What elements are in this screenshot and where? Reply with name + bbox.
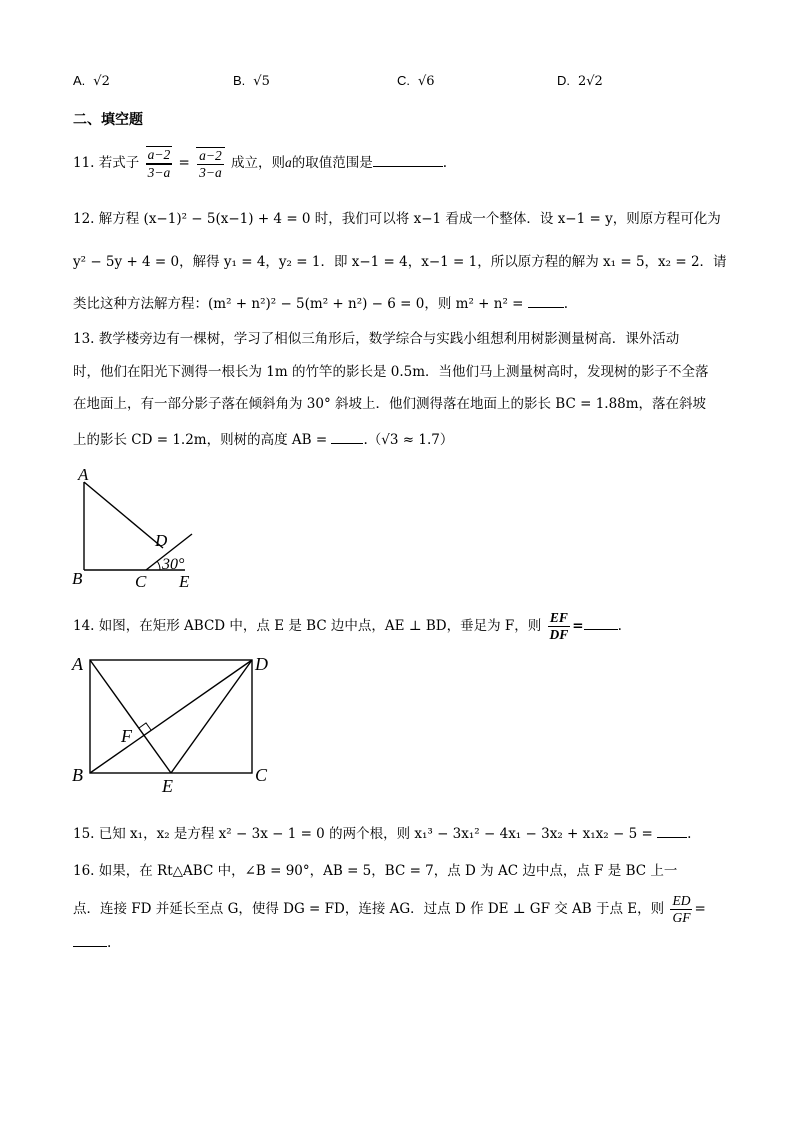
point-label-c: C bbox=[135, 572, 147, 590]
question-text: 点．连接 FD 并延长至点 G，使得 DG = FD，连接 AG．过点 D 作 DE ⊥ GF 交 AB 于点 E，则 bbox=[73, 901, 665, 917]
period: . bbox=[563, 296, 569, 312]
option-label: B. bbox=[233, 73, 246, 88]
option-label: C. bbox=[397, 73, 410, 88]
period: . bbox=[687, 826, 692, 842]
answer-blank[interactable] bbox=[528, 293, 564, 308]
option-label: D. bbox=[557, 73, 570, 88]
fraction bbox=[196, 147, 225, 181]
question-12-line-3 bbox=[73, 292, 568, 312]
fraction bbox=[670, 893, 692, 926]
point-label-a: A bbox=[72, 654, 83, 674]
answer-blank[interactable] bbox=[331, 429, 363, 444]
question-11 bbox=[73, 146, 447, 181]
point-label-e: E bbox=[162, 776, 173, 796]
answer-blank[interactable] bbox=[73, 932, 107, 947]
point-label-c: C bbox=[255, 765, 268, 785]
fraction bbox=[146, 146, 173, 181]
equals-sign: = bbox=[694, 901, 706, 917]
question-12-line-2: y² − 5y + 4 = 0，解得 y₁ = 4，y₂ = 1．即 x−1 = 4，x−1 = 1，所以原方程的解为 x₁ = 5，x₂ = 2．请 bbox=[73, 254, 727, 270]
option-c bbox=[397, 73, 435, 89]
segment-bd bbox=[90, 660, 252, 773]
question-text: 的取值范围是 bbox=[291, 155, 373, 171]
point-label-d: D bbox=[255, 654, 268, 674]
question-14 bbox=[73, 610, 622, 643]
answer-blank[interactable] bbox=[584, 615, 618, 630]
fraction-numerator: a−2 bbox=[199, 147, 222, 163]
point-label-d: D bbox=[155, 531, 168, 550]
fraction-denominator: GF bbox=[672, 910, 691, 925]
point-label-b: B bbox=[72, 569, 83, 588]
question-12-line-1: 12. 解方程 (x−1)² − 5(x−1) + 4 = 0 时，我们可以将 x−1 看成一个整体．设 x−1 = y，则原方程可化为 bbox=[73, 211, 721, 227]
equals-sign: = bbox=[178, 155, 190, 171]
option-value: √5 bbox=[253, 74, 270, 89]
section-title: 二、填空题 bbox=[73, 112, 143, 128]
sun-ray-ad bbox=[84, 482, 163, 548]
fraction-numerator: ED bbox=[672, 893, 691, 908]
question-text: 14. 如图，在矩形 ABCD 中，点 E 是 BC 边中点，AE ⊥ BD，垂足为 F，则 bbox=[73, 618, 542, 634]
fraction-numerator: a−2 bbox=[147, 147, 171, 162]
question-13-line-2: 时，他们在阳光下测得一根长为 1m 的竹竿的影长是 0.5m．当他们马上测量树高时，发现树的影子不全落 bbox=[73, 364, 709, 380]
question-15 bbox=[73, 822, 691, 842]
question-number: 11. bbox=[73, 155, 95, 171]
point-label-b: B bbox=[72, 765, 83, 785]
period: . bbox=[617, 618, 622, 634]
period: . bbox=[442, 155, 448, 171]
equals-sign: = bbox=[572, 618, 584, 634]
figure-14 bbox=[68, 648, 280, 800]
answer-blank[interactable] bbox=[657, 823, 687, 838]
fraction-denominator: 3−a bbox=[199, 164, 222, 180]
fraction-denominator: DF bbox=[549, 627, 569, 642]
question-13-line-1: 13. 教学楼旁边有一棵树，学习了相似三角形后，数学综合与实践小组想利用树影测量树高．课外活动 bbox=[73, 331, 680, 347]
point-label-a: A bbox=[78, 465, 89, 484]
question-text: 若式子 bbox=[98, 155, 140, 171]
segment-ed bbox=[171, 660, 252, 773]
question-13-line-4 bbox=[73, 428, 453, 448]
question-text: 成立，则 bbox=[231, 155, 286, 171]
option-a bbox=[73, 73, 110, 89]
option-value: √6 bbox=[418, 74, 435, 89]
answer-blank[interactable] bbox=[373, 152, 443, 167]
question-text: 上的影长 CD = 1.2m，则树的高度 AB = bbox=[73, 432, 328, 448]
question-16-line-2 bbox=[73, 893, 706, 926]
angle-arc bbox=[157, 561, 160, 570]
fraction bbox=[548, 610, 571, 643]
question-text: .（√3 ≈ 1.7） bbox=[363, 432, 454, 448]
question-text: 类比这种方法解方程：(m² + n²)² − 5(m² + n²) − 6 = 0，则 m² + n² = bbox=[73, 296, 524, 312]
variable: a bbox=[285, 155, 292, 170]
option-d bbox=[557, 73, 603, 89]
right-angle-mark bbox=[139, 723, 151, 730]
question-13-line-3: 在地面上，有一部分影子落在倾斜角为 30° 斜坡上．他们测得落在地面上的影长 BC = 1.88m，落在斜坡 bbox=[73, 396, 707, 412]
period: . bbox=[107, 935, 112, 951]
point-label-f: F bbox=[121, 726, 132, 746]
question-text: 15. 已知 x₁，x₂ 是方程 x² − 3x − 1 = 0 的两个根，则 x₁³ − 3x₁² − 4x₁ − 3x₂ + x₁x₂ − 5 = bbox=[73, 826, 653, 842]
fraction-denominator: 3−a bbox=[147, 165, 171, 180]
option-label: A. bbox=[73, 73, 86, 88]
question-16-line-1: 16. 如果，在 Rt△ABC 中，∠B = 90°，AB = 5，BC = 7，点 D 为 AC 边中点，点 F 是 BC 上一 bbox=[73, 863, 678, 879]
option-value: 2√2 bbox=[578, 74, 603, 89]
point-label-e: E bbox=[179, 572, 190, 590]
angle-label: 30° bbox=[162, 556, 185, 573]
option-value: √2 bbox=[93, 74, 110, 89]
segment-ae bbox=[90, 660, 171, 773]
option-b bbox=[233, 73, 270, 89]
fraction-numerator: EF bbox=[548, 610, 571, 627]
question-16-line-3 bbox=[73, 932, 111, 951]
figure-13 bbox=[68, 460, 208, 590]
